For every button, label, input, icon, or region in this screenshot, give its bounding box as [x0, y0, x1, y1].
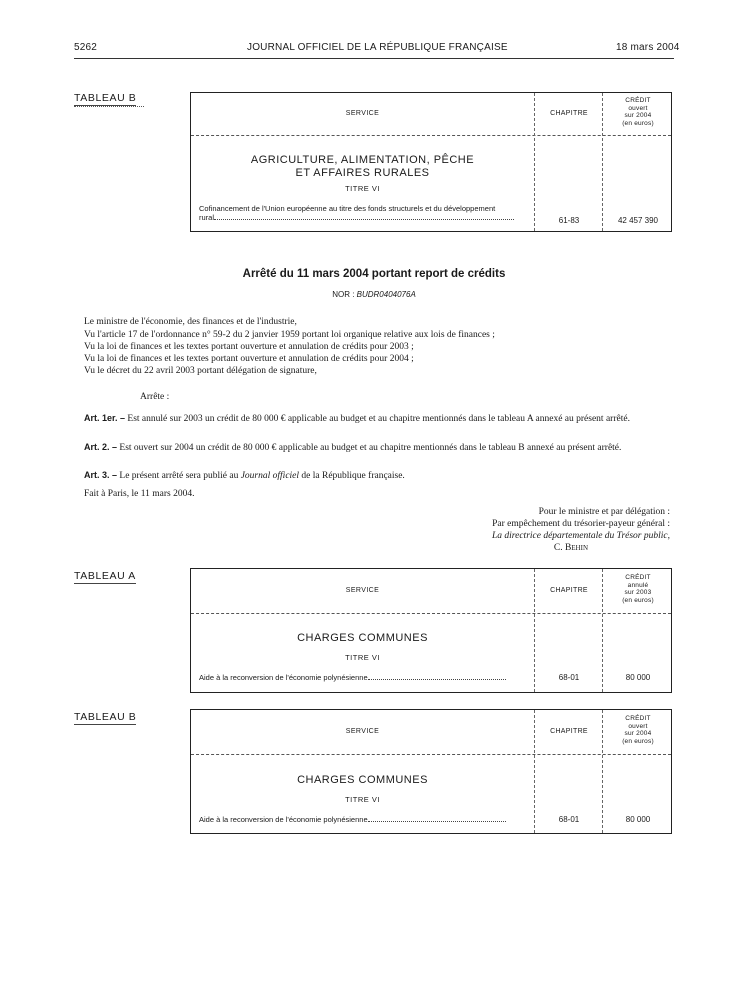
- nor-reference: NOR : BUDR0404076A: [332, 290, 416, 299]
- signature-line: Pour le ministre et par délégation :: [538, 507, 670, 517]
- row-description: [199, 673, 529, 682]
- row-credit: 80 000: [625, 673, 651, 682]
- leader-dots: [368, 679, 506, 680]
- signature-line: La directrice départementale du Trésor public,: [491, 531, 670, 541]
- leader-dots: [214, 219, 514, 220]
- column-divider: [534, 710, 535, 833]
- leader-dots: [368, 821, 506, 822]
- fait-a-paris: Fait à Paris, le 11 mars 2004.: [84, 489, 195, 499]
- article-text: Est ouvert sur 2004 un crédit de 80 000 € applicable au budget et au chapitre mentionnés dans le tableau B annexé au présent arrêté.: [119, 443, 622, 453]
- article-label: Art. 1er. –: [84, 413, 126, 423]
- table-a: [190, 568, 672, 693]
- issue-date: 18 mars 2004: [616, 42, 680, 53]
- table-top: [190, 92, 672, 232]
- credit-header-line: sur 2004: [624, 730, 652, 737]
- column-divider: [534, 93, 535, 231]
- credit-header-line: ouvert: [628, 104, 648, 112]
- article-text: de la République française.: [301, 471, 405, 481]
- col-header-service: SERVICE: [345, 587, 380, 594]
- article-text-italic: Journal officiel: [240, 471, 300, 481]
- visa-line: Le ministre de l'économie, des finances et de l'industrie,: [84, 317, 297, 327]
- column-divider: [602, 93, 603, 231]
- row-description: [199, 204, 529, 222]
- credit-header-line: sur 2004: [624, 112, 652, 119]
- col-header-chapitre: CHAPITRE: [550, 728, 588, 735]
- arrete-title: Arrêté du 11 mars 2004 portant report de crédits: [242, 268, 506, 280]
- visa-line: Vu la loi de finances et les textes portant ouverture et annulation de crédits pour 2003 ;: [84, 342, 414, 352]
- journal-title: JOURNAL OFFICIEL DE LA RÉPUBLIQUE FRANÇAISE: [247, 42, 508, 53]
- header-rule: [74, 58, 674, 59]
- article-3: [84, 470, 674, 481]
- column-divider: [534, 569, 535, 692]
- section-title: CHARGES COMMUNES: [297, 774, 428, 786]
- col-header-credit: [604, 574, 672, 604]
- col-header-service: SERVICE: [345, 728, 380, 735]
- article-label: Art. 2. –: [84, 442, 118, 452]
- col-header-chapitre: CHAPITRE: [550, 110, 588, 117]
- titre-label: TITRE VI: [345, 653, 380, 662]
- article-text: Le présent arrêté sera publié au: [119, 471, 239, 481]
- visa-line: Vu l'article 17 de l'ordonnance n° 59-2 du 2 janvier 1959 portant loi organique relative aux lois de finances ;: [84, 330, 495, 340]
- page-number: 5262: [74, 42, 98, 53]
- row-description-line: rural: [199, 213, 215, 222]
- credit-header-line: (en euros): [622, 737, 654, 745]
- credit-header-line: CRÉDIT: [625, 97, 651, 104]
- col-header-credit: [604, 97, 672, 127]
- credit-header-line: (en euros): [622, 119, 654, 127]
- credit-header-line: (en euros): [622, 596, 654, 604]
- row-description-text: Aide à la reconversion de l'économie polynésienne: [199, 673, 368, 682]
- row-chapitre: 68-01: [558, 673, 580, 682]
- row-chapitre: 68-01: [558, 815, 580, 824]
- visa-line: Vu la loi de finances et les textes portant ouverture et annulation de crédits pour 2004 ;: [84, 354, 414, 364]
- column-divider: [602, 569, 603, 692]
- column-divider: [602, 710, 603, 833]
- credit-header-line: CRÉDIT: [625, 574, 651, 581]
- label-underline: [74, 106, 144, 107]
- signature-line: Par empêchement du trésorier-payeur général :: [492, 519, 670, 529]
- titre-label: TITRE VI: [345, 795, 380, 804]
- row-description: [199, 815, 529, 824]
- table-a-label: TABLEAU A: [74, 570, 136, 582]
- article-text: Est annulé sur 2003 un crédit de 80 000 € applicable au budget et au chapitre mentionnés dans le tableau A annexé au présent arrêté.: [127, 414, 630, 424]
- section-title-line: AGRICULTURE, ALIMENTATION, PÊCHE: [250, 154, 475, 166]
- credit-header-line: CRÉDIT: [625, 715, 651, 722]
- row-credit: 80 000: [625, 815, 651, 824]
- table-top-label: TABLEAU B: [74, 92, 137, 104]
- visa-line: Vu le décret du 22 avril 2003 portant délégation de signature,: [84, 366, 317, 376]
- row-description-text: Aide à la reconversion de l'économie polynésienne: [199, 815, 368, 824]
- col-header-chapitre: CHAPITRE: [550, 587, 588, 594]
- row-chapitre: 61-83: [558, 216, 580, 225]
- table-b-label: TABLEAU B: [74, 711, 137, 723]
- section-title: [191, 154, 534, 180]
- row-description-line: Cofinancement de l'Union européenne au titre des fonds structurels et du développement: [199, 204, 496, 213]
- credit-header-line: sur 2003: [624, 589, 652, 596]
- arrete-word: Arrête :: [140, 392, 170, 402]
- credit-header-line: ouvert: [628, 722, 648, 730]
- titre-label: TITRE VI: [345, 184, 380, 193]
- row-credit: 42 457 390: [617, 216, 659, 225]
- article-label: Art. 3. –: [84, 470, 118, 480]
- article-1: [84, 413, 674, 424]
- section-title: CHARGES COMMUNES: [297, 632, 428, 644]
- table-b: [190, 709, 672, 834]
- signature-name: C. Behin: [553, 543, 588, 553]
- article-2: [84, 442, 674, 453]
- section-title-line: ET AFFAIRES RURALES: [295, 167, 430, 179]
- credit-header-line: annulé: [627, 581, 649, 589]
- col-header-credit: [604, 715, 672, 745]
- col-header-service: SERVICE: [345, 110, 380, 117]
